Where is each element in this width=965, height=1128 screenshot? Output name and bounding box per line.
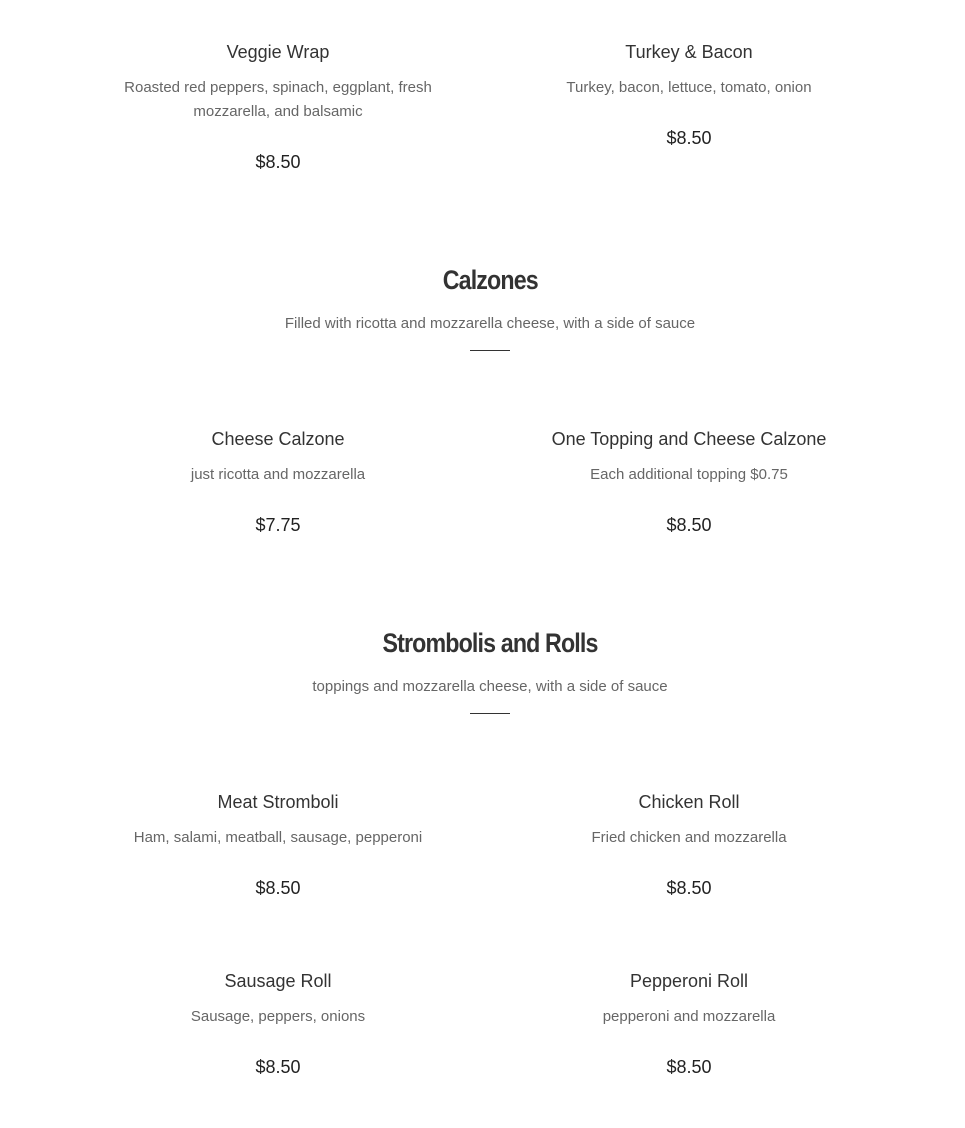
item-price: $8.50	[255, 1057, 301, 1077]
section-divider	[470, 713, 510, 714]
section-header-strombolis	[0, 627, 965, 714]
item-price: $8.50	[666, 1057, 712, 1077]
item-description: Roasted red peppers, spinach, eggplant, fresh mozzarella, and balsamic	[124, 79, 432, 120]
menu-item-one-topping-calzone	[529, 427, 849, 537]
item-description: Fried chicken and mozzarella	[591, 829, 787, 846]
section-subtitle: Filled with ricotta and mozzarella cheese, with a side of sauce	[284, 315, 696, 332]
menu-item-meat-stromboli	[118, 790, 438, 900]
item-price: $8.50	[666, 128, 712, 148]
menu-item-cheese-calzone	[118, 427, 438, 537]
item-price: $7.75	[255, 515, 301, 535]
menu-item-veggie-wrap	[118, 40, 438, 174]
item-name: Chicken Roll	[638, 792, 740, 812]
item-name: Meat Stromboli	[217, 792, 339, 812]
item-name: Pepperoni Roll	[629, 971, 749, 991]
section-divider	[470, 350, 510, 351]
item-price: $8.50	[666, 878, 712, 898]
item-description: pepperoni and mozzarella	[602, 1008, 776, 1025]
section-title: Calzones	[442, 265, 538, 295]
section-subtitle: toppings and mozzarella cheese, with a side of sauce	[312, 678, 668, 695]
item-name: Veggie Wrap	[226, 42, 330, 62]
menu-item-turkey-bacon	[529, 40, 849, 150]
item-description: Sausage, peppers, onions	[190, 1008, 366, 1025]
menu-item-sausage-roll	[118, 969, 438, 1079]
item-description: Turkey, bacon, lettuce, tomato, onion	[566, 79, 812, 96]
item-description: just ricotta and mozzarella	[190, 466, 366, 483]
item-name: Turkey & Bacon	[625, 42, 753, 62]
section-header-calzones	[0, 264, 965, 351]
item-price: $8.50	[255, 878, 301, 898]
item-price: $8.50	[255, 152, 301, 172]
item-price: $8.50	[666, 515, 712, 535]
item-name: Sausage Roll	[224, 971, 332, 991]
section-title: Strombolis and Rolls	[382, 628, 598, 658]
menu-item-pepperoni-roll	[529, 969, 849, 1079]
item-description: Ham, salami, meatball, sausage, pepperoni	[133, 829, 423, 846]
item-name: Cheese Calzone	[211, 429, 345, 449]
item-name: One Topping and Cheese Calzone	[551, 429, 827, 449]
item-description: Each additional topping $0.75	[590, 466, 788, 483]
menu-item-chicken-roll	[529, 790, 849, 900]
